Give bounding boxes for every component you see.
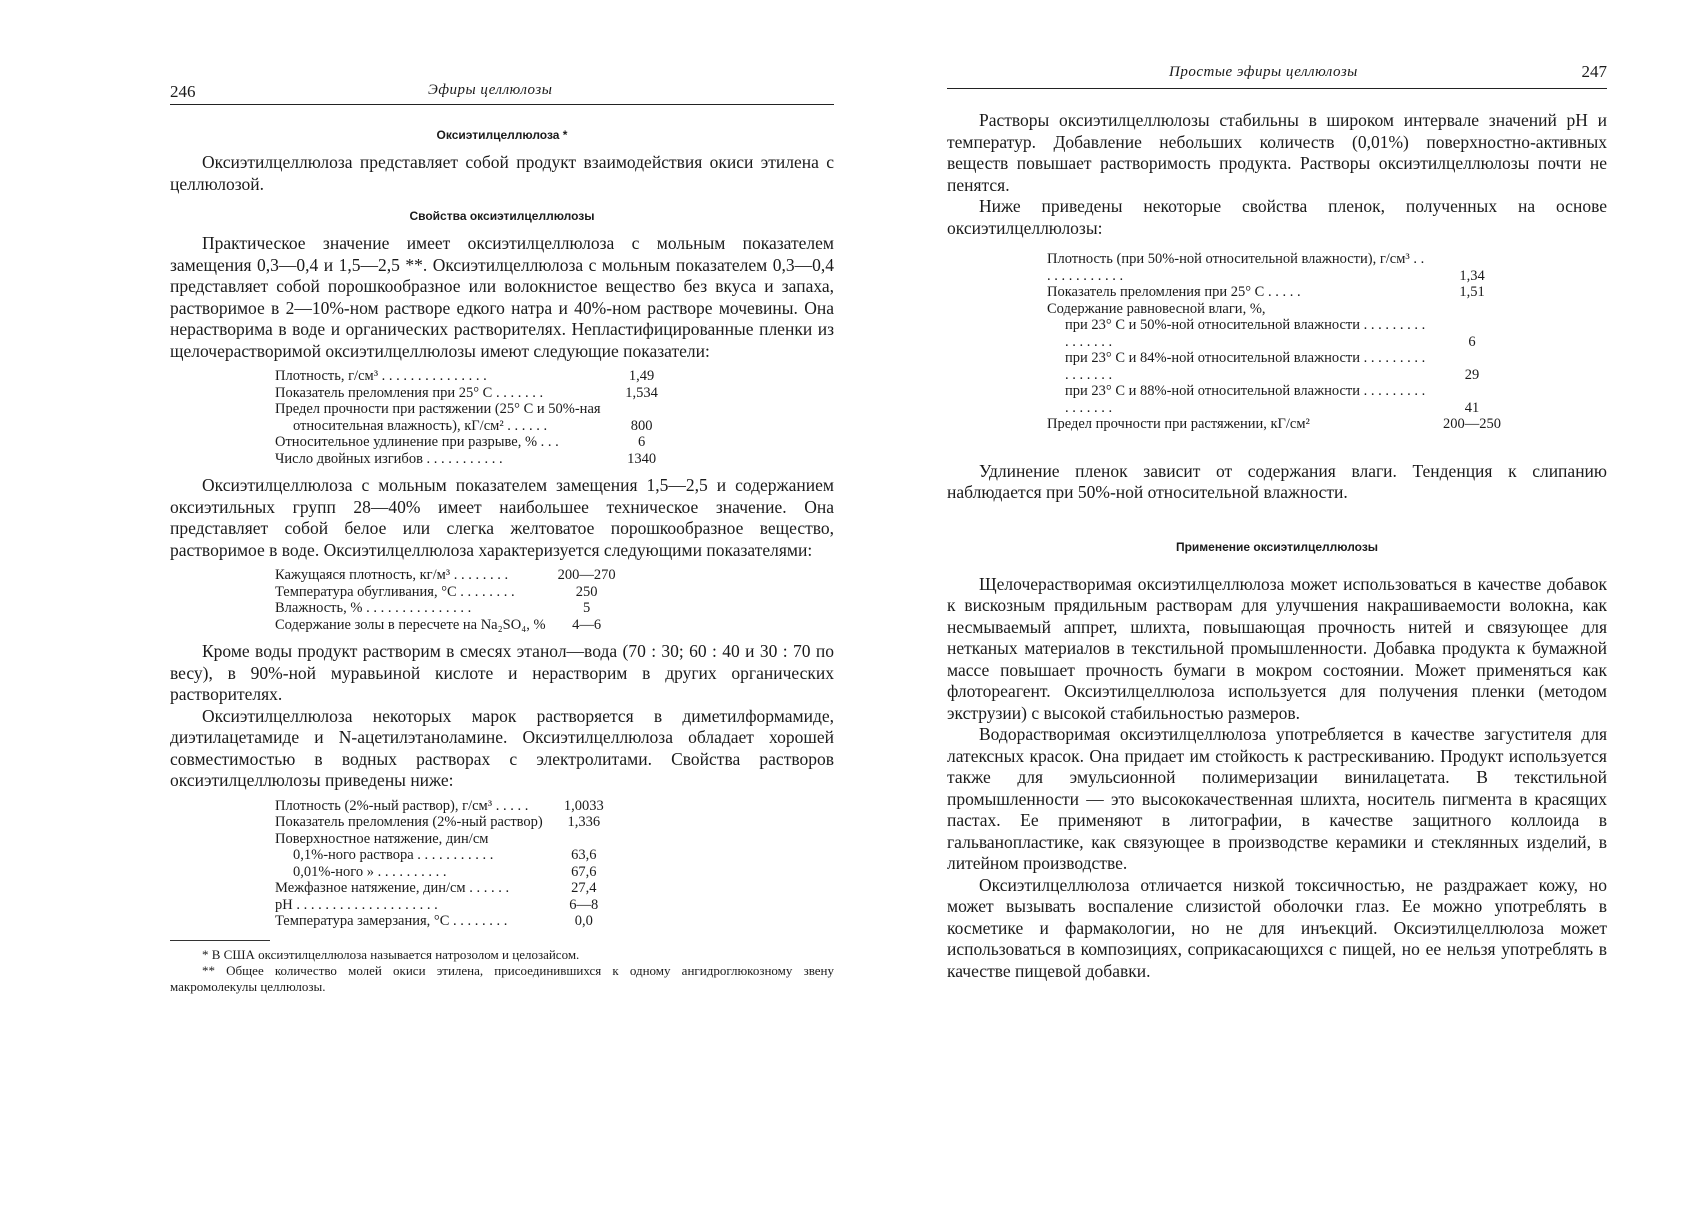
left-page-header [170,78,834,105]
spec-value: 800 [630,417,653,434]
spec-row [1047,251,1507,284]
spec-value: 250 [575,583,598,600]
spec-value: 1,0033 [563,797,604,814]
spec-row [275,401,677,418]
spec-row [1047,317,1507,350]
spec-value [543,831,619,848]
spec-row [1047,383,1507,416]
intro-paragraph: Оксиэтилцеллюлоза представляет собой продукт взаимодействия окиси этилена с целлюлозой. [170,152,834,194]
spec-value: 27,4 [571,880,597,896]
spec-value: 67,6 [571,863,597,880]
spec-label: Показатель преломления (2%-ный раствор) [275,814,543,830]
paragraph: Практическое значение имеет оксиэтилцеллюлоза с мольным показателем замещения 0,3—0,4 и 1,5—2,5 **. Оксиэтилцеллюлоза с мольным показателем 0,3—0,4 представляет собой порошкообразное или волокнистое вещество без вкуса и запаха, растворимое в 2—10%-ном растворе едкого натра и 40%-ном растворе мочевины. Она нерастворима в воде и органических растворителях. Непластифицированные пленки из щелочерастворимой оксиэтилцеллюлозы имеют следующие показатели: [170,233,834,361]
paragraph: Кроме воды продукт растворим в смесях этанол—вода (70 : 30; 60 : 40 и 30 : 70 по весу), в 90%-ной муравьиной кислоте и нерастворим в других органических растворителях. [170,641,834,704]
spec-value: 5 [582,600,591,616]
spec-row [275,880,619,897]
spec-value: 1,534 [625,384,658,401]
spec-value: 63,6 [571,847,597,863]
spec-row [1047,416,1507,433]
spec-value: 1,51 [1459,284,1485,300]
spec-row [275,913,619,930]
spec-row [275,451,677,468]
spec-value: 0,0 [574,913,593,929]
paragraph: Удлинение пленок зависит от содержания влаги. Тенденция к слипанию наблюдается при 50%-ной относительной влажности. [947,460,1607,502]
spec-label: Температура замерзания, °С . . . . . . . . [275,913,508,929]
spec-label: Содержание золы в пересчете на Na₂SO₄, % [275,616,546,633]
spec-row [1047,350,1507,383]
spec-value: 29 [1464,366,1480,383]
paragraph: Водорастворимая оксиэтилцеллюлоза употребляется в качестве загустителя для латексных красок. Она придает им стойкость к растрескиванию. Продукт используется также для эмульсионной полимеризации винилацетата. В текстильной промышленности — это высококачественная шлихта, носитель пигмента в красящих пастах. Ее применяют в литографии, в качестве защитного коллоида в гальванопластике, как связующее в производстве керамики и стеклянных изделий, в литейном производстве. [947,724,1607,873]
spec-value [1431,301,1507,318]
spec-label: Межфазное натяжение, дин/см . . . . . . [275,880,510,896]
spec-row [275,434,677,451]
spec-label: Число двойных изгибов . . . . . . . . . . . [275,450,503,467]
spec-label: Содержание равновесной влаги, %, [1047,300,1266,317]
spec-row [275,584,622,601]
spec-label: Температура обугливания, °С . . . . . . . . [275,583,515,600]
film-properties-table [275,368,677,467]
spec-row [275,418,677,435]
spec-value: 1,336 [567,814,601,830]
spec-row [275,798,619,815]
spec-row [275,864,619,881]
spec-row [1047,284,1507,301]
spec-row [275,567,622,584]
solution-properties-table [275,798,619,930]
spec-row [275,814,619,831]
paragraph: Ниже приведены некоторые свойства пленок, полученных на основе оксиэтилцеллюлозы: [947,196,1607,238]
spec-value: 4—6 [572,616,602,633]
paragraph: Оксиэтилцеллюлоза отличается низкой токсичностью, не раздражает кожу, но может вызывать воспаление слизистой оболочки глаз. Ее можно употреблять в косметике и фармакологии, но не для инъекций. Оксиэтилцеллюлоза может использоваться в композициях, соприкасающихся с пищей, но ее нельзя употреблять в качестве пищевой добавки. [947,874,1607,981]
spec-value: 1,34 [1459,267,1485,284]
spec-label: Предел прочности при растяжении, кГ/см² [1047,416,1310,432]
spec-value: 41 [1464,399,1480,416]
application-heading: Применение оксиэтилцеллюлозы [1175,539,1379,554]
paragraph: Щелочерастворимая оксиэтилцеллюлоза может использоваться в качестве добавок к вискозным прядильным растворам для улучшения накрашиваемости волокна, как несмываемый аппрет, шлихта, повышающая прочность нитей и связующее для нетканых материалов в текстильной промышленности. Добавка продукта к бумажной массе повышает прочность бумаги в мокром состоянии. Может применяться как флотореагент. Оксиэтилцеллюлоза используется для получения пленки (методом экструзии) с высокой стабильностью размеров. [947,573,1607,723]
paragraph: Оксиэтилцеллюлоза с мольным показателем замещения 1,5—2,5 и содержанием оксиэтильных групп 28—40% имеет наибольшее техническое значение. Она представляет собой белое или слегка желтоватое порошкообразное вещество, растворимое в воде. Оксиэтилцеллюлоза характеризуется следующими показателями: [170,475,834,560]
spec-label: Плотность, г/см³ . . . . . . . . . . . . . . . [275,368,487,384]
spec-value: 6 [637,434,646,450]
spec-label: Показатель преломления при 25° С . . . . . . . [275,384,544,401]
spec-row [275,385,677,402]
spec-value: 6 [1468,333,1476,350]
spec-label: при 23° С и 84%-ной относительной влажности . . . . . . . . . . . . . . . . [1065,350,1426,383]
spec-label: Кажущаяся плотность, кг/м³ . . . . . . . . [275,567,509,583]
powder-properties-table [275,567,622,633]
spec-label: Плотность (2%-ный раствор), г/см³ . . . . . [275,797,529,814]
page-number: 247 [1581,62,1607,81]
spec-row [275,368,677,385]
spec-label: Предел прочности при растяжении (25° С и 50%-ная [275,401,601,417]
spec-label: Влажность, % . . . . . . . . . . . . . . . [275,600,472,616]
running-title: Простые эфиры целлюлозы [1169,64,1358,80]
section-title: Оксиэтилцеллюлоза * [436,128,568,142]
spec-label: Показатель преломления при 25° С . . . . . [1047,284,1301,300]
spec-label: Плотность (при 50%-ной относительной влажности), г/см³ . . . . . . . . . . . . . [1047,251,1425,284]
spec-value [601,401,677,418]
spec-value: 1,49 [628,368,655,384]
film-properties-table [1047,251,1507,433]
spec-label: 0,01%-ного » . . . . . . . . . . [293,863,447,880]
spec-row [275,831,619,848]
spec-label: при 23° С и 88%-ной относительной влажности . . . . . . . . . . . . . . . . [1065,383,1426,416]
spec-value: 6—8 [569,896,599,913]
left-text-column [170,124,834,995]
spec-row [275,847,619,864]
spec-row [275,897,619,914]
spec-label: pH . . . . . . . . . . . . . . . . . . . . [275,896,438,913]
right-text-column [947,110,1607,982]
spec-label: относительная влажность), кГ/см² . . . . . . [293,417,548,434]
running-title: Эфиры целлюлозы [428,82,553,98]
spec-value: 1340 [627,450,657,467]
page-number: 246 [170,82,196,101]
paragraph: Растворы оксиэтилцеллюлозы стабильны в широком интервале значений pH и температур. Добавление небольших количеств (0,01%) поверхностно-активных веществ повышает растворимость продукта. Растворы оксиэтилцеллюлозы почти не пенятся. [947,110,1607,195]
spec-label: при 23° С и 50%-ной относительной влажности . . . . . . . . . . . . . . . . [1065,317,1426,350]
spec-label: 0,1%-ного раствора . . . . . . . . . . . [293,847,494,863]
spec-value: 200—250 [1443,416,1501,432]
right-page-header [947,62,1607,89]
spec-value: 200—270 [557,567,616,583]
paragraph: Оксиэтилцеллюлоза некоторых марок растворяется в диметилформамиде, диэтилацетамиде и N-ацетилэтаноламине. Оксиэтилцеллюлоза обладает хорошей совместимостью в водных растворах с электролитами. Свойства растворов оксиэтилцеллюлозы приведены ниже: [170,705,834,790]
footnote-rule [170,940,270,941]
properties-heading: Свойства оксиэтилцеллюлозы [409,209,595,223]
right-page [842,0,1684,1224]
spec-row [275,617,622,634]
spec-label: Поверхностное натяжение, дин/см [275,830,489,847]
spec-row [275,600,622,617]
footnote: * В США оксиэтилцеллюлоза называется натрозолом и целозайсом. [202,946,580,962]
footnote: ** Общее количество молей окиси этилена, присоединившихся к одному ангидроглюкозному звену макромолекулы целлюлозы. [170,962,834,994]
spec-label: Относительное удлинение при разрыве, % . . . [275,434,559,450]
spec-row [1047,301,1507,318]
